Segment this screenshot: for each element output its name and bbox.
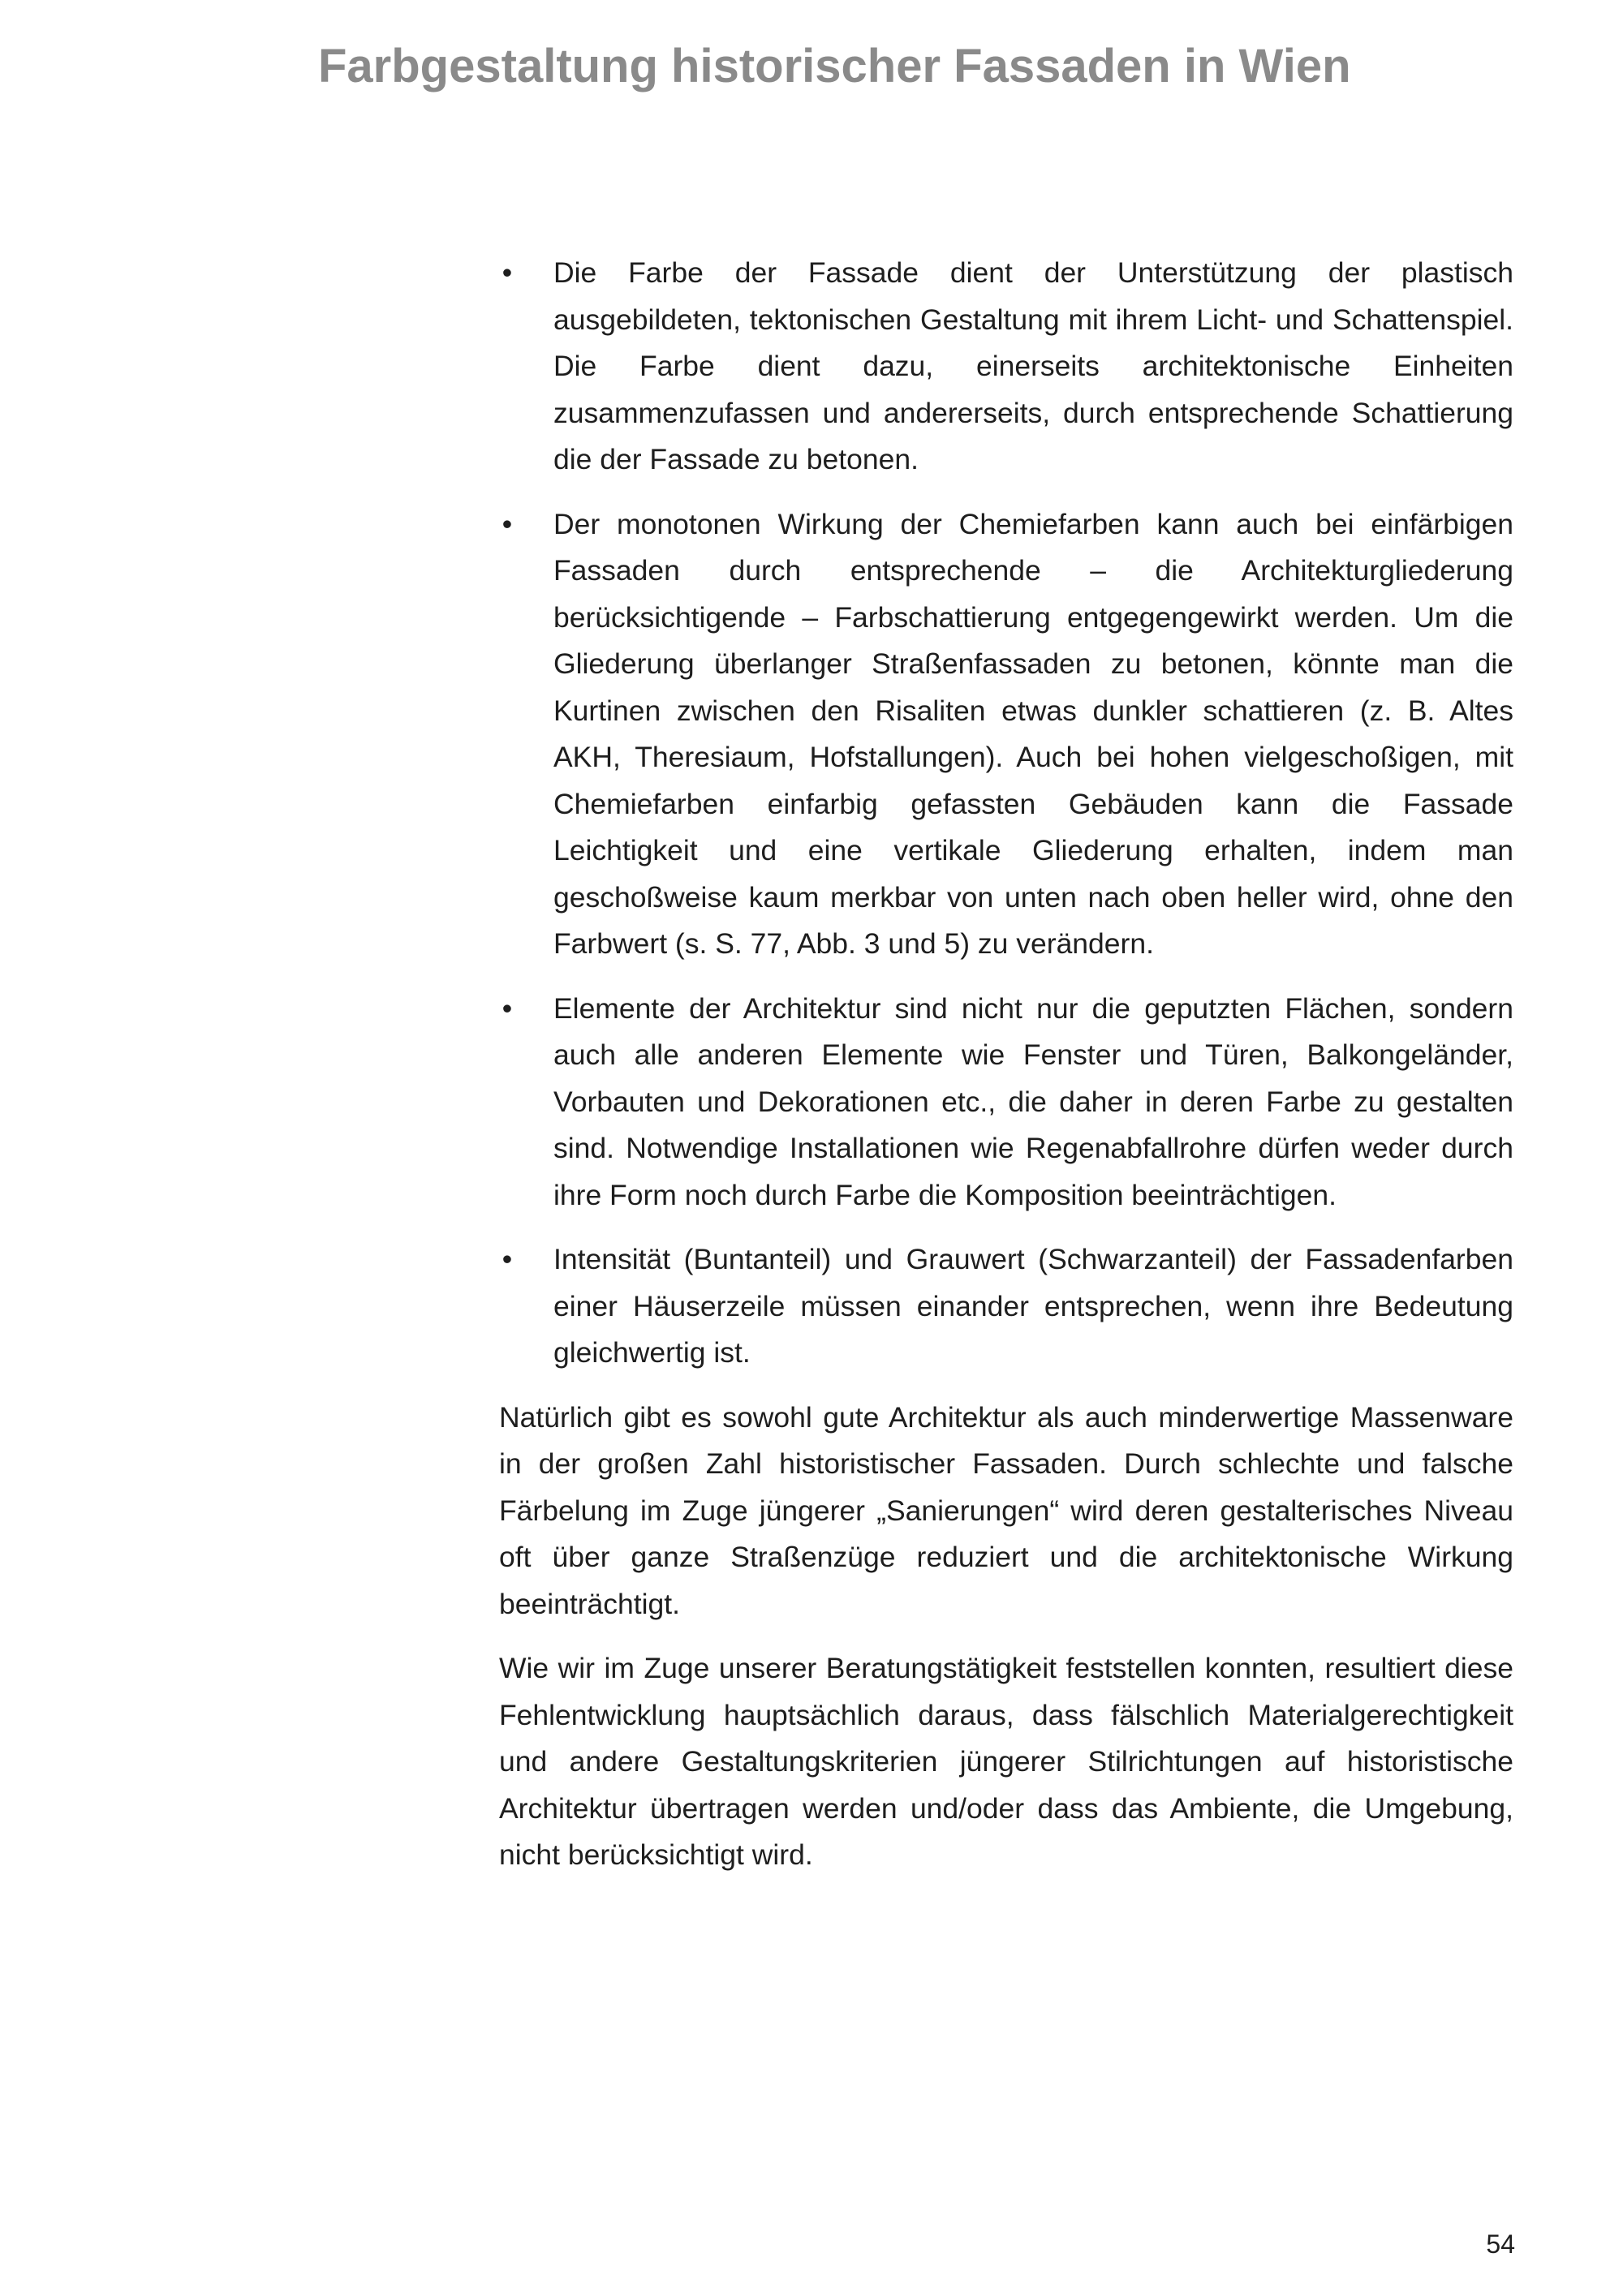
body-paragraph-mass-ware: Natürlich gibt es sowohl gute Architektur als auch minderwertige Massenware in der großen Zahl historistischer Fassaden. Durch schlechte und falsche Färbelung im Zuge jüngerer „Sanierungen“ wird deren gestalterisches Niveau oft über ganze Straßenzüge reduziert und die architektonische Wirkung beeinträchtigt. (499, 1400, 1513, 1620)
bullet-text: Elemente der Architektur sind nicht nur die geputzten Flächen, sondern auch alle anderen Elemente wie Fenster und Türen, Balkongeländer, Vorbauten und Dekorationen etc., die daher in deren Farbe zu gestalten sind. Notwendige Installationen wie Regenabfallrohre dürfen weder durch ihre Form noch durch Farbe die Komposition beeinträchtigen. (553, 991, 1513, 1211)
page-number: 54 (1486, 2229, 1515, 2259)
bullet-list (499, 250, 1513, 1377)
bullet-item-monotone-chemical-colors (499, 501, 1513, 968)
bullet-marker: • (502, 991, 513, 1025)
bullet-text: Der monotonen Wirkung der Chemiefarben kann auch bei einfärbigen Fassaden durch entsprechende – die Architekturgliederung berücksichtigende – Farbschattierung entgegengewirkt werden. Um die Gliederung überlanger Straßenfassaden zu betonen, könnte man die Kurtinen zwischen den Risaliten etwas dunkler schattieren (z. B. Altes AKH, Theresiaum, Hofstallungen). Auch bei hohen vielgeschoßigen, mit Chemiefarben einfarbig gefassten Gebäuden kann die Fassade Leichtigkeit und eine vertikale Gliederung erhalten, indem man geschoßweise kaum merkbar von unten nach oben heller wird, ohne den Farbwert (s. S. 77, Abb. 3 und 5) zu verändern. (553, 507, 1513, 960)
page-title: Farbgestaltung historischer Fassaden in Wien (318, 40, 1351, 92)
body-paragraph-consulting-findings: Wie wir im Zuge unserer Beratungstätigkeit feststellen konnten, resultiert diese Fehlentwicklung hauptsächlich daraus, dass fälschlich Materialgerechtigkeit und andere Gestaltungskriterien jüngerer Stilrichtungen auf historistische Architektur übertragen werden und/oder dass das Ambiente, die Umgebung, nicht berücksichtigt wird. (499, 1652, 1513, 1871)
bullet-text: Intensität (Buntanteil) und Grauwert (Schwarzanteil) der Fassadenfarben einer Häuserzeile müssen einander entsprechen, wenn ihre Bedeutung gleichwertig ist. (553, 1243, 1513, 1369)
bullet-marker: • (502, 1243, 513, 1275)
bullet-item-facade-color-purpose (499, 250, 1513, 484)
bullet-item-architecture-elements (499, 986, 1513, 1219)
bullet-text: Die Farbe der Fassade dient der Unterstützung der plastisch ausgebildeten, tektonischen Gestaltung mit ihrem Licht- und Schattenspiel. Die Farbe dient dazu, einerseits architektonische Einheiten zusammenzufassen und andererseits, durch entsprechende Schattierung die der Fassade zu betonen. (553, 256, 1513, 475)
bullet-marker: • (502, 507, 513, 540)
bullet-marker: • (502, 256, 513, 289)
document-body (499, 250, 1513, 1897)
bullet-item-intensity-grey-value (499, 1236, 1513, 1377)
